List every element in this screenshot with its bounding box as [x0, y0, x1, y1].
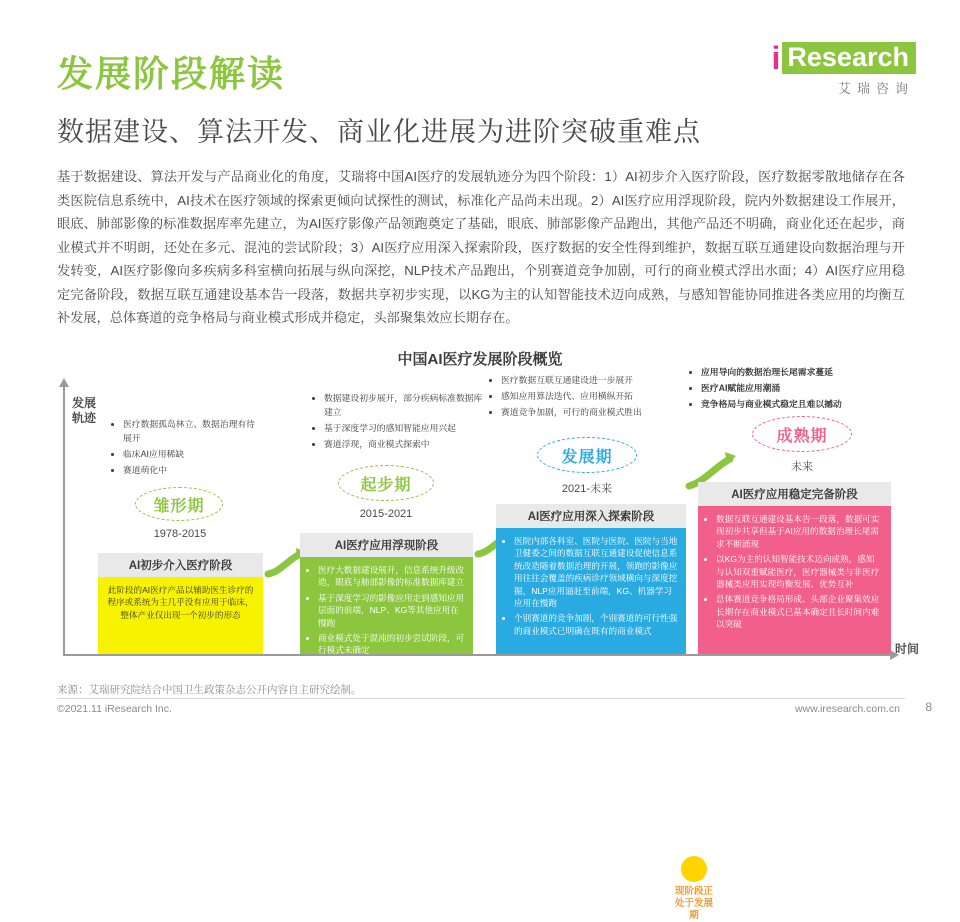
stage-3-features — [490, 374, 680, 422]
y-axis-label-line1: 发展 — [72, 396, 97, 410]
stage-1-period: 1978-2015 — [153, 528, 207, 540]
x-axis-label: 时间 — [895, 642, 920, 656]
page-number: 8 — [925, 700, 932, 714]
stage-3-feature-1: • 感知应用算法迭代、应用横纵开拓 — [501, 390, 680, 404]
page-subtitle: 数据建设、算法开发、商业化进展为进阶突破重难点 — [57, 117, 701, 147]
stage-4-period: 未来 — [791, 461, 813, 473]
stage-2-body-0: • 医疗大数据建设展开，信息系统升级改造，眼底与肺部影像的标准数据库建立 — [318, 564, 465, 589]
stage-4-feature-0: • 应用导向的数据治理长尾需求蔓延 — [701, 366, 900, 380]
chart-title: 中国AI医疗发展阶段概览 — [397, 351, 563, 368]
y-axis — [63, 386, 65, 654]
stage-4-body-0: • 数据互联互通建设基本告一段落，数据可实现初步共享但基于AI应用的数据治理长尾需求不断涌现 — [716, 513, 883, 550]
y-axis-label — [72, 396, 96, 426]
stage-2-name: 起步期 — [338, 465, 434, 501]
stage-2-features — [313, 392, 483, 454]
stage-3-feature-0: • 医疗数据互联互通建设进一步展开 — [501, 374, 680, 388]
stage-1-body-text: 此阶段的AI医疗产品以辅助医生诊疗的程序或系统为主几乎没有应用于临床，整体产业仅出现一个初步的形态 — [107, 585, 254, 620]
page-title: 发展阶段解读 — [57, 53, 286, 94]
y-axis-label-line2: 轨迹 — [72, 411, 97, 425]
stage-1-body — [98, 577, 263, 654]
stage-4-name: 成熟期 — [752, 416, 852, 452]
stage-3-body-0: • 医院内部各科室、医院与医院、医院与当地卫健委之间的数据互联互通建设促使信息系统改造随着数据治理的开展，领跑的影像应用往往会覆盖的疾病诊疗领域横向与深度挖掘，NLP应用逼赶至前端，KG、机器学习应用在慢跑 — [514, 535, 678, 609]
stage-2-header: AI医疗应用浮现阶段 — [300, 533, 473, 557]
sun-icon — [681, 856, 707, 882]
stage-1-features — [112, 418, 262, 480]
stage-2-feature-2: • 赛道浮现，商业模式探索中 — [324, 438, 483, 452]
stage-2-body — [300, 557, 473, 654]
stage-2-body-2: • 商业模式处于混沌的初步尝试阶段，可行模式未确定 — [318, 632, 465, 657]
intro-paragraph: 基于数据建设、算法开发与产品商业化的角度，艾瑞将中国AI医疗的发展轨迹分为四个阶段：1）AI初步介入医疗阶段，医疗数据零散地储存在各类医院信息系统中，AI技术在医疗领域的探索更倾向试探性的测试，标准化产品尚未出现。2）AI医疗应用浮现阶段，院内外数据建设工作展开，眼底、肺部影像的标准数据库率先建立，为AI医疗影像产品领跑奠定了基础，眼底、肺部影像产品跑出，其他产品还不明确，商业化还在起步，商业模式并不明朗，还处在多元、混沌的尝试阶段；3）AI医疗应用深入探索阶段，医疗数据的安全性得到维护，数据互联互通建设向数据治理与开发转变，AI医疗影像向多疾病多科室横向拓展与纵向深挖，NLP技术产品跑出，个别赛道竞争加剧，可行的商业模式浮出水面；4）AI医疗应用稳定完备阶段，数据互联互通建设基本告一段落，数据共享初步实现，以KG为主的认知智能技术迈向成熟，与感知智能协同推进各类应用的均衡互补发展，总体赛道的竞争格局与商业模式形成并稳定，头部聚集效应长期存在。 — [57, 169, 905, 325]
stage-3-header: AI医疗应用深入探索阶段 — [496, 504, 686, 528]
stage-1-feature-2: • 赛道萌化中 — [123, 464, 262, 478]
stage-1-feature-0: • 医疗数据孤岛林立、数据治理有待展开 — [123, 418, 262, 445]
stage-3-period: 2021-未来 — [561, 483, 613, 495]
stage-4-features — [690, 366, 900, 414]
stage-2-feature-0: • 数据建设初步展开，部分疾病标准数据库建立 — [324, 392, 483, 419]
stage-2-body-1: • 基于深度学习的影像应用走到感知应用层面的前端，NLP、KG等其他应用在慢跑 — [318, 592, 465, 629]
stage-3-body-1: • 个别赛道的竞争加剧，个别赛道的可行性强的商业模式已明确在既有的商业模式 — [514, 612, 678, 637]
stage-1-name: 雏形期 — [135, 487, 223, 521]
stage-1-feature-1: • 临床AI应用稀缺 — [123, 448, 262, 462]
stage-3-body — [496, 528, 686, 654]
stage-4-body — [698, 506, 891, 654]
logo-i-letter: i — [771, 40, 781, 77]
website-url: www.iresearch.com.cn — [794, 703, 900, 715]
stage-4-header: AI医疗应用稳定完备阶段 — [698, 482, 891, 506]
copyright-text: ©2021.11 iResearch Inc. — [57, 703, 172, 715]
stage-4-body-1: • 以KG为主的认知智能技术迈向成熟，感知与认知双重赋能医疗，医疗器械类与非医疗器械类应用实现均衡发展、优势互补 — [716, 553, 883, 590]
stage-2-feature-1: • 基于深度学习的感知智能应用兴起 — [324, 422, 483, 436]
x-axis — [63, 654, 891, 656]
stage-3-name: 发展期 — [537, 437, 637, 473]
logo-chinese-name: 艾瑞咨询 — [837, 81, 914, 97]
stage-1-header: AI初步介入医疗阶段 — [98, 553, 263, 577]
source-note: 来源：艾瑞研究院结合中国卫生政策杂志公开内容自主研究绘制。 — [57, 684, 362, 696]
logo-research-text: Research — [782, 42, 916, 74]
iresearch-logo — [772, 42, 916, 97]
stage-3-feature-2: • 赛道竞争加剧，可行的商业模式胜出 — [501, 406, 680, 420]
stage-4-body-2: • 总体赛道竞争格局形成、头部企业聚集效应长期存在商业模式已基本确定且长时间内难以突破 — [716, 593, 883, 630]
current-stage-label: 现阶段正处于发展期 — [674, 886, 713, 921]
stage-4-feature-2: • 竞争格局与商业模式稳定且难以撼动 — [701, 398, 900, 412]
footer-divider — [57, 698, 905, 699]
stage-2-period: 2015-2021 — [359, 508, 413, 520]
stage-4-feature-1: • 医疗AI赋能应用潮涌 — [701, 382, 900, 396]
